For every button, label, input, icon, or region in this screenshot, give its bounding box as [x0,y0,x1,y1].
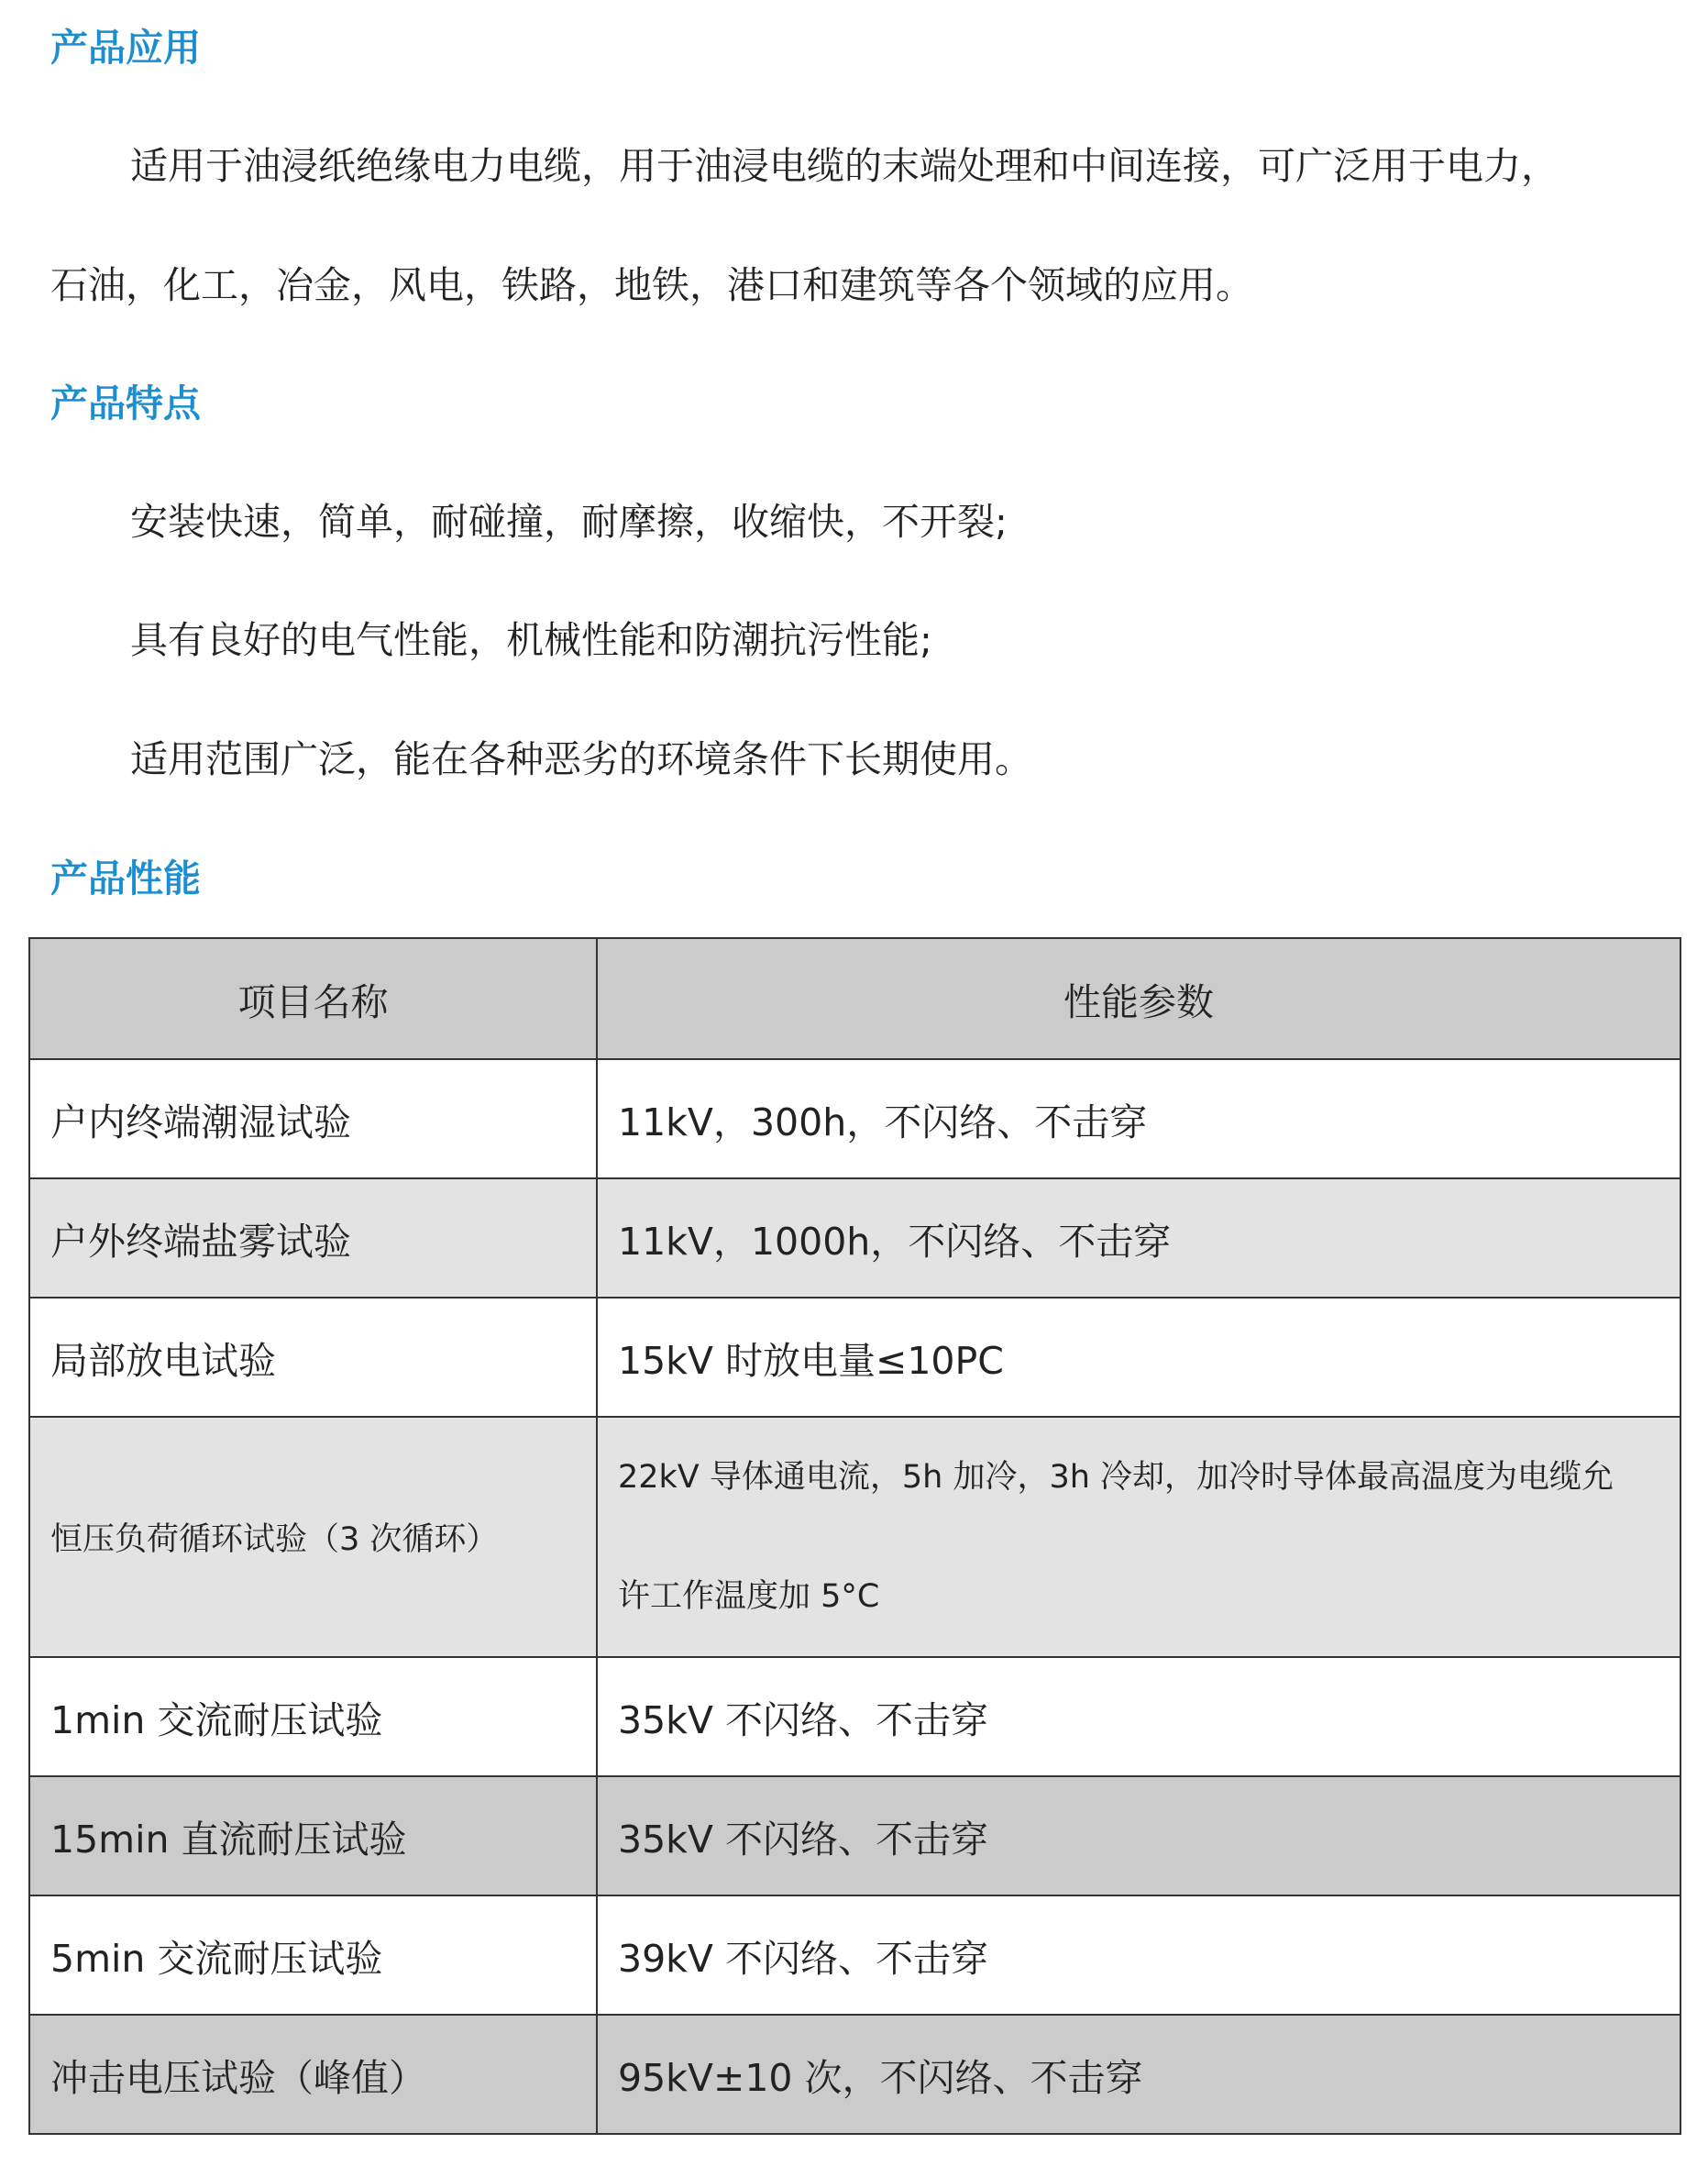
table-cell-item: 5min 交流耐压试验 [29,1895,597,2015]
table-cell-value: 95kV±10 次，不闪络、不击穿 [597,2015,1680,2134]
table-row [29,1657,1680,1776]
table-cell-item: 恒压负荷循环试验（3 次循环） [29,1417,597,1657]
section-heading-performance: 产品性能 [50,856,201,901]
table-cell-value [597,1417,1680,1657]
table-row [29,1298,1680,1417]
table-cell-value: 35kV 不闪络、不击穿 [597,1776,1680,1895]
table-cell-value: 39kV 不闪络、不击穿 [597,1895,1680,2015]
table-cell-value-line-1: 22kV 导体通电流，5h 加冷，3h 冷却，加冷时导体最高温度为电缆允 [618,1459,1614,1496]
feature-item-1: 安装快速，简单，耐碰撞，耐摩擦，收缩快，不开裂; [130,500,1008,544]
table-row [29,1178,1680,1298]
table-cell-item: 15min 直流耐压试验 [29,1776,597,1895]
table-row [29,1776,1680,1895]
table-cell-item: 局部放电试验 [29,1298,597,1417]
table-row [29,1059,1680,1178]
table-cell-value: 15kV 时放电量≤10PC [597,1298,1680,1417]
column-header-parameter: 性能参数 [597,938,1680,1059]
feature-item-3: 适用范围广泛，能在各种恶劣的环境条件下长期使用。 [130,737,1032,781]
table-cell-item: 户内终端潮湿试验 [29,1059,597,1178]
table-cell-value: 35kV 不闪络、不击穿 [597,1657,1680,1776]
section-heading-features: 产品特点 [50,381,201,425]
application-text-line-1: 适用于油浸纸绝缘电力电缆，用于油浸电缆的末端处理和中间连接，可广泛用于电力， [130,144,1559,188]
table-row [29,1417,1680,1657]
table-row [29,2015,1680,2134]
table-row [29,1895,1680,2015]
column-header-item: 项目名称 [29,938,597,1059]
table-cell-item: 1min 交流耐压试验 [29,1657,597,1776]
table-cell-value: 11kV，1000h，不闪络、不击穿 [597,1178,1680,1298]
performance-table [28,937,1681,2135]
application-text-line-2: 石油，化工，冶金，风电，铁路，地铁，港口和建筑等各个领域的应用。 [50,263,1253,307]
table-cell-item: 冲击电压试验（峰值） [29,2015,597,2134]
table-header-row [29,938,1680,1059]
table-cell-value-line-2: 许工作温度加 5°C [618,1578,880,1615]
table-cell-value: 11kV，300h，不闪络、不击穿 [597,1059,1680,1178]
section-heading-application: 产品应用 [50,26,201,70]
feature-item-2: 具有良好的电气性能，机械性能和防潮抗污性能; [130,618,932,662]
table-cell-item: 户外终端盐雾试验 [29,1178,597,1298]
